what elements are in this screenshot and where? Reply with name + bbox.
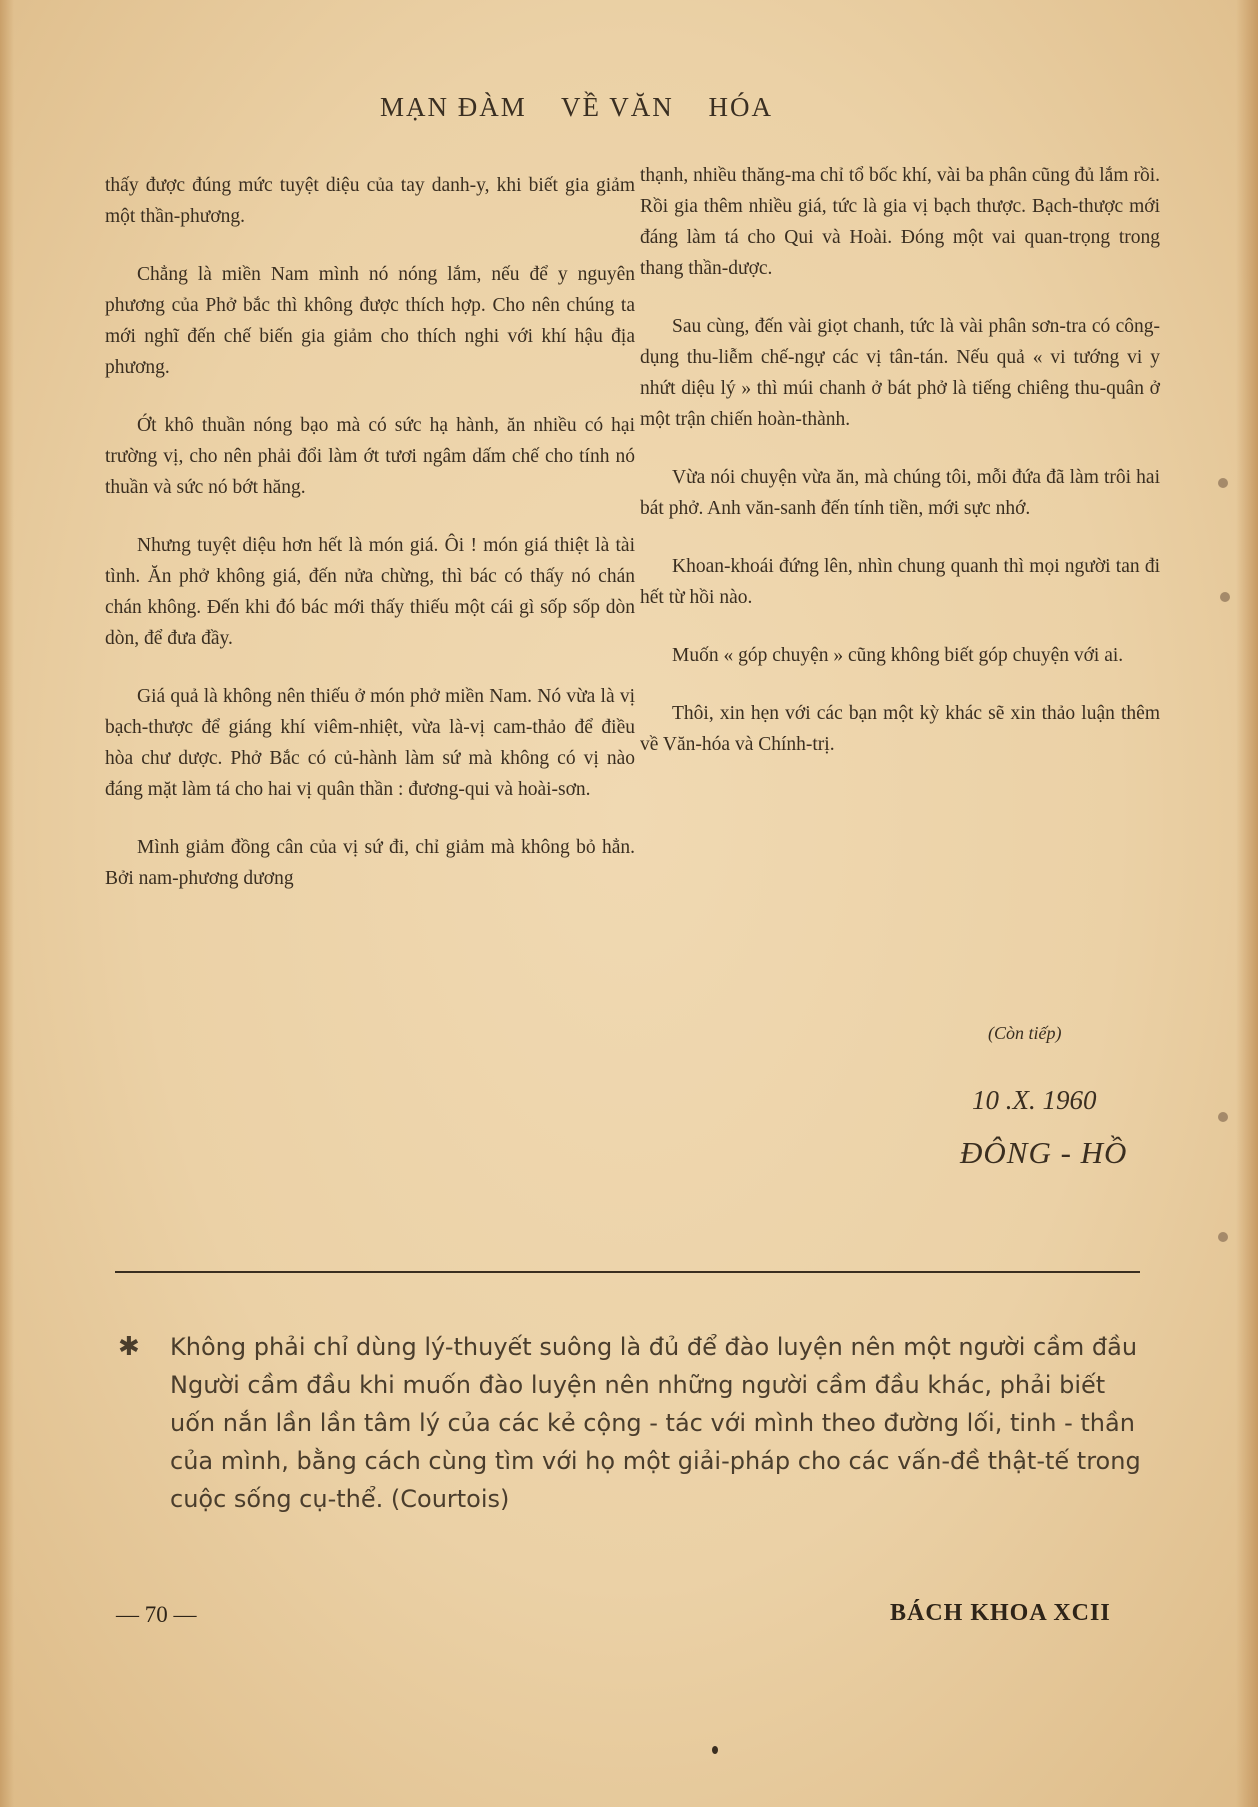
footer-quote: Không phải chỉ dùng lý-thuyết suông là đủ để đào luyện nên một người cầm đầu Người cầm đầu khi muốn đào luyện nên những người cầm đầu khác, phải biết uốn nắn lần lần tâm lý của các kẻ cộng - tác với mình theo đường lối, tinh - thần của mình, bằng cách cùng tìm với họ một giải-pháp cho các vấn-đề thật-tế trong cuộc sống cụ-thể. (Courtois) [170, 1333, 1141, 1513]
paragraph: Sau cùng, đến vài giọt chanh, tức là vài phân sơn-tra có công-dụng thu-liễm chế-ngự các vị tân-tán. Nếu quả « vi tướng vi y nhứt diệu lý » thì múi chanh ở bát phở là tiếng chiêng thu-quân ở một trận chiến hoàn-thành. [640, 316, 1160, 430]
binding-hole-mark [1220, 592, 1230, 602]
paragraph: Thôi, xin hẹn với các bạn một kỳ khác sẽ xin thảo luận thêm về Văn-hóa và Chính-trị. [640, 703, 1160, 755]
page-number: — 70 — [116, 1602, 197, 1627]
page-edge-shadow-right [1236, 0, 1258, 1807]
paragraph: Ớt khô thuần nóng bạo mà có sức hạ hành, ăn nhiều có hại trường vị, cho nên phải đổi làm ớt tươi ngâm dấm chế cho tính nó thuần và sức nó bớt hăng. [105, 415, 635, 498]
page-edge-shadow-left [0, 0, 14, 1807]
paragraph: thạnh, nhiều thăng-ma chỉ tổ bốc khí, vài ba phân cũng đủ lắm rồi. Rồi gia thêm nhiều giá, tức là gia vị bạch thược. Bạch-thược mới đáng làm tá cho Qui và Hoài. Đóng một vai quan-trọng trong thang thần-dược. [640, 165, 1160, 279]
article-date: 10 .X. 1960 [972, 1085, 1097, 1115]
section-divider [115, 1271, 1140, 1273]
paragraph: Giá quả là không nên thiếu ở món phở miền Nam. Nó vừa là vị bạch-thược để giáng khí viêm-nhiệt, vừa là-vị cam-thảo để điều hòa chư dược. Phở Bắc có củ-hành làm sứ mà không có vị nào đáng mặt làm tá cho hai vị quân thần : đương-qui và hoài-sơn. [105, 686, 635, 800]
left-text-column [105, 170, 635, 921]
paragraph: Chẳng là miền Nam mình nó nóng lắm, nếu để y nguyên phương của Phở bắc thì không được thích hợp. Cho nên chúng ta mới nghĩ đến chế biến gia giảm cho thích nghi với khí hậu địa phương. [105, 264, 635, 378]
journal-title: BÁCH KHOA XCII [890, 1600, 1111, 1626]
running-header [380, 92, 860, 123]
paragraph: Nhưng tuyệt diệu hơn hết là món giá. Ôi ! món giá thiệt là tài tình. Ăn phở không giá, đến nửa chừng, thì bác có thấy nó chán chán không. Đến khi đó bác mới thấy thiếu một cái gì sốp sốp dòn dòn, để đưa đầy. [105, 535, 635, 649]
paragraph: Khoan-khoái đứng lên, nhìn chung quanh thì mọi người tan đi hết từ hồi nào. [640, 556, 1160, 608]
binding-hole-mark [1218, 1112, 1228, 1122]
quote-bullet-icon: ✱ [118, 1332, 140, 1362]
header-word: MẠN ĐÀM [380, 92, 527, 122]
paragraph: Mình giảm đồng cân của vị sứ đi, chỉ giảm mà không bỏ hẳn. Bởi nam-phương dương [105, 837, 635, 889]
header-word: HÓA [708, 92, 774, 122]
binding-hole-mark [1218, 478, 1228, 488]
ink-speck [712, 1746, 718, 1754]
author-signature: ĐÔNG - HỒ [960, 1135, 1128, 1170]
right-text-column [640, 160, 1160, 787]
paragraph: Vừa nói chuyện vừa ăn, mà chúng tôi, mỗi đứa đã làm trôi hai bát phở. Anh văn-sanh đến tính tiền, mới sực nhớ. [640, 467, 1160, 519]
binding-hole-mark [1218, 1232, 1228, 1242]
header-word: VỀ VĂN [561, 92, 674, 122]
to-be-continued-note: (Còn tiếp) [988, 1023, 1062, 1043]
paragraph: Muốn « góp chuyện » cũng không biết góp chuyện với ai. [672, 645, 1124, 666]
paragraph: thấy được đúng mức tuyệt diệu của tay danh-y, khi biết gia giảm một thần-phương. [105, 175, 635, 227]
